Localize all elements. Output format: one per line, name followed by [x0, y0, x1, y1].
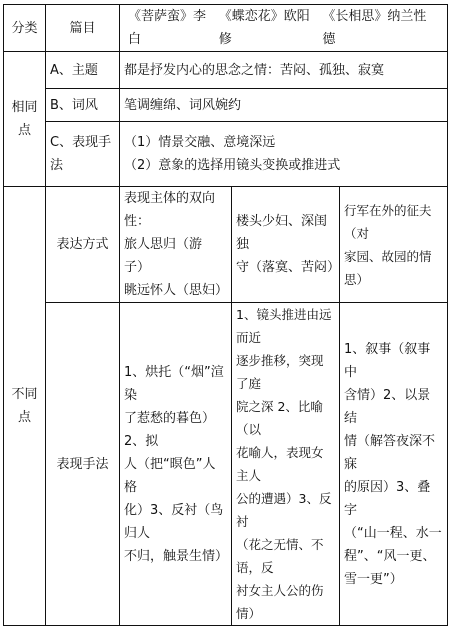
header-category: 分类 — [4, 5, 46, 52]
work-title-ouyangxiu: 《蝶恋花》欧阳修 — [218, 9, 310, 47]
expression-libai: 表现主体的双向性： 旅人思归（游子） 眺远怀人（思妇） — [120, 187, 232, 303]
technique-nalan: 1、叙事（叙事中 含情）2、以景结 情（解答夜深不寐 的原因）3、叠字 （“山一程、水一 程”、“风一更、 雪一更”） — [340, 303, 448, 626]
group-label-differences: 不同点 — [4, 187, 46, 626]
work-title-nalan: 《长相思》纳兰性德 — [322, 9, 427, 47]
expression-ouyangxiu: 楼头少妇、深闺独 守（落寞、苦闷） — [232, 187, 340, 303]
header-title: 篇目 — [46, 5, 120, 52]
technique-ouyangxiu: 1、镜头推进由远而近 逐步推移，突现了庭 院之深 2、比喻（以 花喻人，表现女主人 公的遭遇）3、反衬 （花之无情、不语，反 衬女主人公的伤情） — [232, 303, 340, 626]
similarity-row-theme — [4, 52, 448, 89]
technique-libai: 1、烘托（“烟”渲染 了惹愁的暮色）2、拟 人（把“暝色”人格 化）3、反衬（鸟归人 不归，触景生情） — [120, 303, 232, 626]
work-title-libai: 《菩萨蛮》李白 — [128, 9, 207, 47]
aspect-expression: 表达方式 — [46, 187, 120, 303]
aspect-theme: A、主题 — [46, 52, 120, 89]
difference-row-technique — [4, 303, 448, 626]
similarity-row-technique — [4, 122, 448, 187]
content-technique: （1）情景交融、意境深远 （2）意象的选择用镜头变换或推进式 — [120, 122, 448, 187]
content-style: 笔调缠绵、词风婉约 — [120, 89, 448, 122]
header-row — [4, 5, 448, 52]
aspect-style: B、词风 — [46, 89, 120, 122]
expression-nalan: 行军在外的征夫（对 家园、故园的情思） — [340, 187, 448, 303]
aspect-technique: C、表现手法 — [46, 122, 120, 187]
poem-comparison-table — [3, 4, 448, 626]
difference-row-expression — [4, 187, 448, 303]
similarity-row-style — [4, 89, 448, 122]
group-label-similarities: 相同点 — [4, 52, 46, 187]
content-theme: 都是抒发内心的思念之情：苦闷、孤独、寂寞 — [120, 52, 448, 89]
header-works — [120, 5, 448, 52]
aspect-diff-technique: 表现手法 — [46, 303, 120, 626]
